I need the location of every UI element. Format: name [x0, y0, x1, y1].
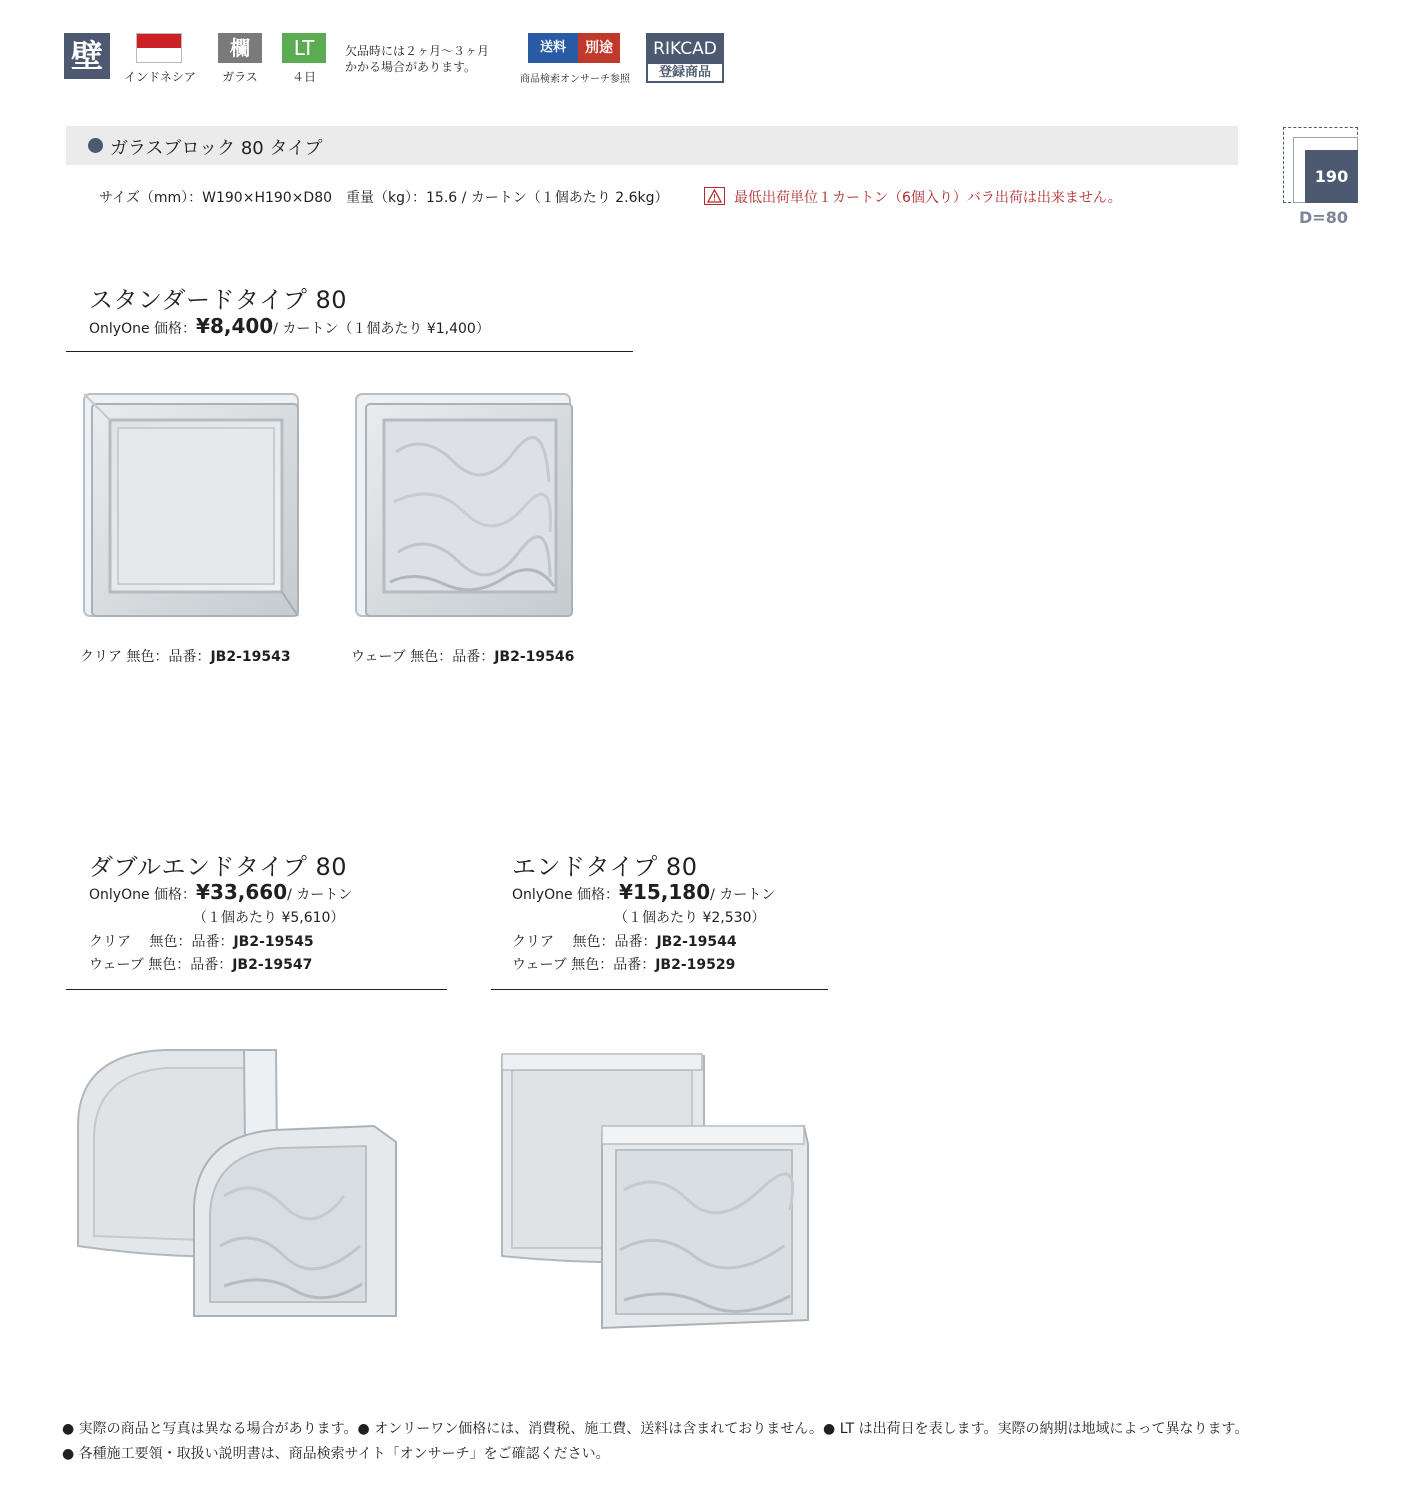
dimension-size: 190 — [1305, 150, 1358, 203]
end-type-price — [512, 880, 775, 904]
min-shipment-warning: 最低出荷単位１カートン（6個入り）バラ出荷は出来ません。 — [734, 190, 1122, 206]
rikcad-badge — [646, 33, 724, 83]
end-type-clear — [512, 931, 737, 951]
item-label: ウェーブ 無色：品番： — [512, 957, 656, 973]
item-label: クリア 無色：品番： — [89, 934, 234, 950]
item-label: クリア 無色：品番： — [80, 649, 211, 665]
standard-price — [89, 314, 490, 338]
shipping-separate-label: 別途 — [578, 33, 620, 63]
section-title: ガラスブロック 80 タイプ — [110, 138, 323, 159]
end-type-wave — [512, 954, 735, 974]
item-label: ウェーブ 無色：品番： — [351, 649, 495, 665]
double-end-divider — [66, 989, 447, 990]
price-value: ¥15,180 — [619, 880, 711, 904]
country-label: インドネシア — [124, 70, 196, 84]
price-value: ¥8,400 — [196, 314, 274, 338]
rikcad-subtitle: 登録商品 — [658, 65, 711, 80]
double-end-unit-price: （１個あたり ¥5,610） — [193, 910, 345, 926]
item-label: ウェーブ 無色：品番： — [89, 957, 233, 973]
section-header — [66, 126, 1238, 165]
item-code: JB2-19546 — [494, 649, 575, 665]
double-end-clear — [89, 931, 314, 951]
glass-block-wave-photo — [354, 392, 576, 622]
double-end-price — [89, 880, 352, 904]
price-prefix: OnlyOne 価格： — [512, 887, 620, 903]
item-code: JB2-19545 — [233, 934, 314, 950]
price-suffix: / カートン — [287, 887, 353, 903]
shipping-truck-icon: 送料 — [528, 33, 578, 63]
double-end-wave — [89, 954, 312, 974]
end-type-unit-price: （１個あたり ¥2,530） — [614, 910, 766, 926]
item-label: クリア 無色：品番： — [512, 934, 657, 950]
shipping-caption: 商品検索オンサーチ参照 — [520, 74, 630, 85]
price-suffix: / カートン — [710, 887, 776, 903]
glass-block-end-photo — [498, 1050, 812, 1336]
item-code: JB2-19529 — [655, 957, 736, 973]
item-code: JB2-19543 — [210, 649, 291, 665]
glass-block-double-end-photo — [74, 1046, 404, 1322]
lead-time-note — [345, 43, 489, 75]
double-end-title: ダブルエンドタイプ 80 — [89, 853, 348, 881]
glass-block-clear-photo — [82, 392, 302, 622]
rikcad-title: RIKCAD — [648, 35, 722, 64]
standard-divider — [66, 351, 633, 352]
price-prefix: OnlyOne 価格： — [89, 321, 197, 337]
price-value: ¥33,660 — [196, 880, 288, 904]
dimension-depth: D=80 — [1299, 208, 1348, 227]
price-suffix: / カートン（１個あたり ¥1,400） — [273, 321, 490, 337]
lead-time-badge: LT — [282, 33, 326, 63]
glass-category-icon: 欄 — [218, 33, 262, 63]
lead-time-days: ４日 — [291, 70, 316, 84]
lead-time-note-line1: 欠品時には２ヶ月～３ヶ月 — [345, 44, 490, 58]
indonesia-flag-icon — [136, 33, 182, 63]
standard-title: スタンダードタイプ 80 — [89, 286, 348, 314]
item-code: JB2-19547 — [232, 957, 313, 973]
footer-note-2: ● 各種施工要領・取扱い説明書は、商品検索サイト「オンサーチ」をご確認ください。 — [62, 1446, 610, 1462]
warning-icon — [704, 187, 725, 205]
item-code: JB2-19544 — [656, 934, 737, 950]
price-prefix: OnlyOne 価格： — [89, 887, 197, 903]
lead-time-note-line2: かかる場合があります。 — [345, 60, 477, 74]
end-type-title: エンドタイプ 80 — [512, 853, 698, 881]
standard-item-wave — [351, 646, 574, 666]
footer-note-1: ● 実際の商品と写真は異なる場合があります。● オンリーワン価格には、消費税、施工費、送料は含まれておりません。● LT は出荷日を表します。実際の納期は地域によって異なります。 — [62, 1421, 1249, 1437]
bullet-icon — [88, 138, 103, 153]
end-type-divider — [491, 989, 828, 990]
shipping-badge — [528, 33, 620, 63]
wall-category-icon: 壁 — [64, 33, 110, 79]
category-label: ガラス — [222, 70, 258, 84]
spec-line: サイズ（mm）：W190×H190×D80 重量（kg）：15.6 / カートン（１個あたり 2.6kg） — [99, 190, 669, 206]
standard-item-clear — [80, 646, 291, 666]
